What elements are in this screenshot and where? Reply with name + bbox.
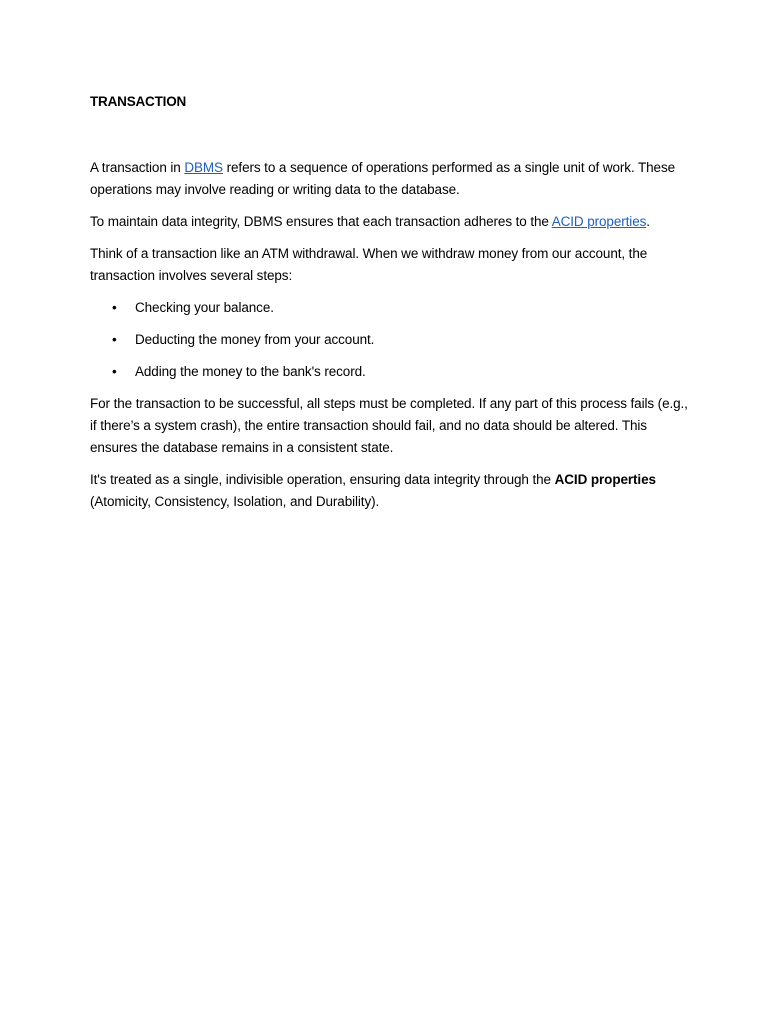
acid-summary-after: (Atomicity, Consistency, Isolation, and Durability). [90, 494, 380, 509]
intro-text-after: refers to a sequence of operations performed as a single unit of work. These operations may involve reading or writing data to the database. [90, 160, 676, 197]
bullet-icon: • [112, 364, 117, 379]
acid-properties-link[interactable]: ACID properties [551, 214, 647, 229]
step-text: Adding the money to the bank's record. [135, 364, 366, 379]
document-page [90, 92, 690, 523]
bullet-icon: • [112, 300, 117, 315]
integrity-paragraph [90, 211, 690, 233]
success-paragraph: For the transaction to be successful, all steps must be completed. If any part of this process fails (e.g., if there’s a system crash), the entire transaction should fail, and no data should be altered. This ensures the database remains in a consistent state. [90, 396, 688, 455]
document-title: TRANSACTION [90, 94, 187, 109]
acid-properties-bold: ACID properties [554, 472, 656, 487]
acid-summary-before: It's treated as a single, indivisible operation, ensuring data integrity through the [90, 472, 555, 487]
list-item [90, 297, 690, 319]
atm-example-paragraph: Think of a transaction like an ATM withdrawal. When we withdraw money from our account, the transaction involves several steps: [90, 246, 648, 283]
integrity-text-before: To maintain data integrity, DBMS ensures that each transaction adheres to the [90, 214, 552, 229]
list-item [90, 329, 690, 351]
integrity-text-after: . [646, 214, 650, 229]
intro-text-before: A transaction in [90, 160, 185, 175]
step-text: Checking your balance. [135, 300, 274, 315]
steps-list [90, 297, 690, 383]
intro-paragraph [90, 157, 690, 201]
acid-summary-paragraph [90, 469, 690, 513]
dbms-link[interactable]: DBMS [184, 160, 223, 175]
bullet-icon: • [112, 332, 117, 347]
list-item [90, 361, 690, 383]
step-text: Deducting the money from your account. [135, 332, 375, 347]
